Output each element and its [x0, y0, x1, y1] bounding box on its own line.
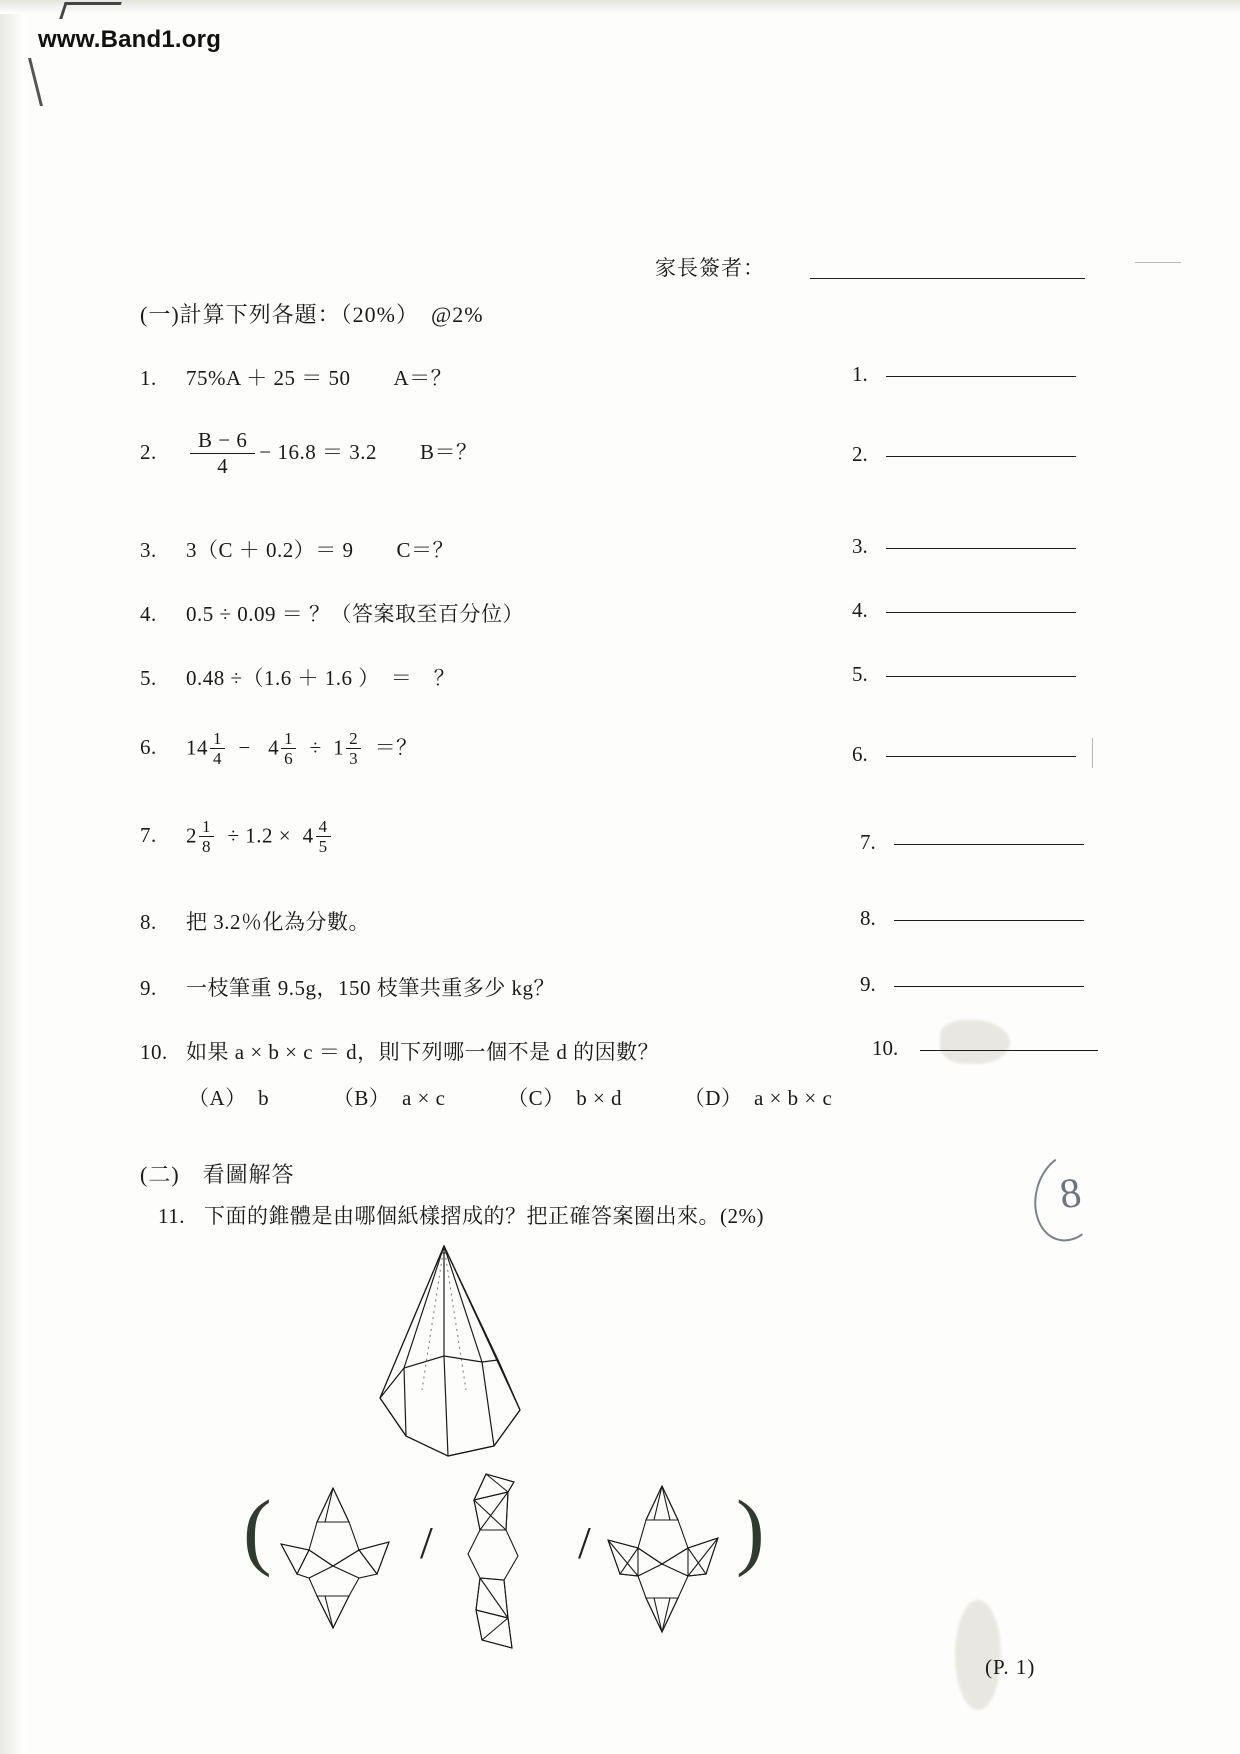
answer-4-label: 4.	[852, 598, 868, 622]
scan-corner-mark	[59, 2, 122, 19]
pyramid-figure	[370, 1240, 570, 1490]
choice-d-key: （D）	[683, 1086, 743, 1110]
question-9	[140, 972, 555, 1002]
answer-9-line[interactable]	[894, 986, 1084, 987]
answer-7-line[interactable]	[894, 844, 1084, 845]
parent-signature-line[interactable]	[810, 278, 1085, 279]
q6-c-whole: 1	[333, 735, 345, 760]
choice-c-key: （C）	[507, 1086, 565, 1110]
q6-a-fraction	[210, 729, 225, 768]
answer-2-line[interactable]	[886, 456, 1076, 457]
q7-b-numerator: 4	[318, 817, 328, 836]
answer-5-label: 5.	[852, 662, 868, 686]
scan-edge-tick	[1135, 262, 1181, 263]
q6-c-numerator: 2	[349, 729, 359, 748]
answer-blank-6[interactable]	[852, 742, 1076, 767]
handwritten-mark: 8	[1056, 1169, 1085, 1219]
q7-operator-1: ÷	[227, 823, 240, 848]
answer-1-line[interactable]	[886, 376, 1076, 377]
answer-blank-5[interactable]	[852, 662, 1076, 687]
q6-a-numerator: 1	[213, 729, 222, 748]
answer-10-label: 10.	[872, 1036, 899, 1060]
answer-7-label: 7.	[860, 830, 876, 854]
answer-3-label: 3.	[852, 534, 868, 558]
q6-c-fraction	[346, 729, 361, 768]
question-1-text: 75%A ＋ 25 ＝ 50 A＝？	[186, 366, 453, 390]
q7-a-whole: 2	[186, 823, 197, 848]
question-2-fraction	[190, 428, 255, 479]
question-2	[140, 428, 477, 479]
question-5	[140, 662, 455, 692]
question-2-rest: − 16.8 ＝ 3.2 B＝？	[259, 439, 478, 464]
answer-blank-3[interactable]	[852, 534, 1076, 559]
question-2-numerator: B − 6	[198, 428, 248, 452]
answer-blank-8[interactable]	[860, 906, 1084, 931]
site-watermark: www.Band1.org	[38, 26, 222, 53]
question-6-term-2	[268, 730, 298, 769]
q6-b-numerator: 1	[284, 729, 294, 748]
q7-a-fraction	[199, 817, 214, 856]
question-3-text: 3（C ＋ 0.2）＝ 9 C＝？	[186, 538, 455, 562]
scan-edge-top	[0, 0, 1240, 14]
close-paren: )	[736, 1482, 765, 1578]
q7-a-denominator: 8	[199, 836, 214, 856]
answer-blank-4[interactable]	[852, 598, 1076, 623]
question-9-number: 9.	[140, 976, 157, 1000]
open-paren: (	[243, 1482, 272, 1578]
answer-blank-1[interactable]	[852, 362, 1076, 387]
separator-slash-2: /	[578, 1517, 591, 1568]
answer-6-line[interactable]	[886, 756, 1076, 757]
q6-a-denominator: 4	[210, 748, 225, 768]
choice-c-value[interactable]: b × d	[576, 1086, 623, 1110]
answer-blank-10[interactable]	[872, 1036, 1098, 1061]
q7-operator-2: ×	[278, 823, 292, 848]
question-4	[140, 598, 524, 628]
answer-8-line[interactable]	[894, 920, 1084, 921]
q6-operator-1: −	[238, 735, 251, 760]
question-6	[140, 730, 418, 769]
question-7-number: 7.	[140, 823, 157, 848]
question-7-term-2	[303, 818, 333, 857]
answer-6-label: 6.	[852, 742, 868, 766]
question-2-number: 2.	[140, 439, 157, 464]
q6-operator-2: ÷	[309, 735, 322, 760]
question-6-term-3	[333, 730, 363, 769]
question-5-text: 0.48 ÷（1.6 ＋ 1.6 ） ＝ ？	[186, 666, 456, 690]
answer-8-label: 8.	[860, 906, 876, 930]
question-6-number: 6.	[140, 735, 157, 760]
question-6-term-1	[186, 730, 227, 769]
net-option-a[interactable]	[275, 1478, 395, 1663]
q7-b-whole: 4	[302, 823, 314, 848]
answer-5-line[interactable]	[886, 676, 1076, 677]
question-2-denominator: 4	[190, 453, 255, 479]
separator-slash-1: /	[420, 1517, 433, 1568]
question-3	[140, 534, 454, 564]
choice-b-key: （B）	[332, 1086, 391, 1110]
answer-9-label: 9.	[860, 972, 876, 996]
parent-signature-label: 家長簽者：	[655, 256, 765, 280]
choice-b-value[interactable]: a × c	[401, 1086, 446, 1110]
question-10-choices	[188, 1082, 832, 1112]
question-7-term-1	[186, 818, 216, 857]
question-1-number: 1.	[140, 366, 157, 390]
page-number: (P. 1)	[985, 1655, 1036, 1679]
answer-blank-2[interactable]	[852, 442, 1076, 467]
question-1	[140, 362, 452, 392]
question-11	[158, 1200, 764, 1230]
choice-a-value[interactable]: b	[258, 1086, 270, 1110]
q7-mid: 1.2	[245, 823, 274, 848]
scan-edge-tick	[1092, 738, 1097, 768]
q7-b-fraction	[316, 817, 331, 856]
question-8	[140, 906, 370, 936]
q7-b-denominator: 5	[316, 836, 331, 856]
q6-b-whole: 4	[268, 735, 280, 760]
q6-b-fraction	[281, 729, 296, 768]
question-9-text: 一枝筆重 9.5g，150 枝筆共重多少 kg？	[186, 976, 555, 1000]
q6-a-whole: 14	[186, 735, 208, 760]
net-option-c[interactable]	[600, 1478, 726, 1663]
question-4-number: 4.	[140, 602, 157, 626]
answer-2-label: 2.	[852, 442, 868, 466]
question-8-number: 8.	[140, 910, 157, 934]
question-8-text: 把 3.2％化為分數。	[186, 910, 370, 934]
q6-b-denominator: 6	[281, 748, 296, 768]
q6-tail: ＝？	[374, 735, 418, 760]
choice-d-value[interactable]: a × b × c	[753, 1086, 833, 1110]
answer-4-line[interactable]	[886, 612, 1076, 613]
answer-1-label: 1.	[852, 362, 868, 386]
question-4-text: 0.5 ÷ 0.09 ＝ ？（答案取至百分位）	[186, 602, 525, 626]
section-heading-figure: (二) 看圖解答	[140, 1162, 295, 1187]
question-3-number: 3.	[140, 538, 157, 562]
question-7	[140, 818, 333, 857]
question-11-text: 下面的錐體是由哪個紙樣摺成的？把正確答案圈出來。(2%)	[204, 1204, 764, 1228]
answer-blank-7[interactable]	[860, 830, 1084, 855]
scan-edge-left	[0, 0, 26, 1754]
answer-10-line[interactable]	[920, 1050, 1098, 1051]
net-option-b[interactable]	[442, 1468, 552, 1668]
q6-c-denominator: 3	[346, 748, 361, 768]
answer-3-line[interactable]	[886, 548, 1076, 549]
question-10	[140, 1036, 659, 1066]
choice-a-key: （A）	[188, 1086, 247, 1110]
answer-blank-9[interactable]	[860, 972, 1084, 997]
q7-a-numerator: 1	[202, 817, 211, 836]
question-11-number: 11.	[158, 1204, 185, 1228]
question-10-number: 10.	[140, 1040, 168, 1064]
question-5-number: 5.	[140, 666, 157, 690]
section-heading-calculation: (一)計算下列各題：（20%） @2%	[140, 302, 484, 327]
question-10-text: 如果 a × b × c ＝ d，則下列哪一個不是 d 的因數？	[186, 1040, 660, 1064]
